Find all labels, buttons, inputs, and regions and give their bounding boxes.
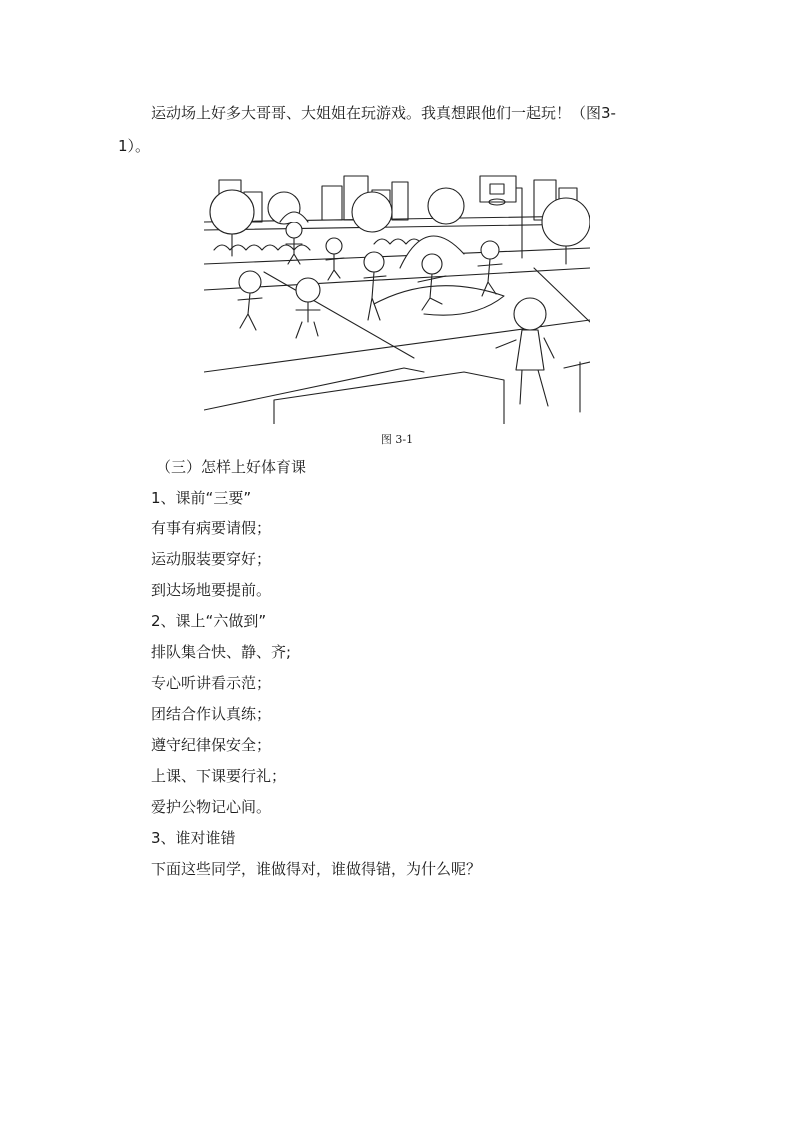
list-item: 专心听讲看示范； [151,674,272,692]
list-item: 爱护公物记心间。 [151,798,272,816]
intro-paragraph: 运动场上好多大哥哥、大姐姐在玩游戏。我真想跟他们一起玩！（图3-1）。 [118,104,616,155]
girl-left [238,271,262,330]
rope-jumpers [400,236,502,310]
list-item: 上课、下课要行礼； [151,767,287,785]
girl-center [296,278,320,338]
section-title: （三）怎样上好体育课 [156,458,307,476]
list-item: 遵守纪律保安全； [151,736,272,754]
child-jumping-1 [280,212,308,264]
pre-class-heading: 1、课前“三要” [151,489,252,507]
list-item: 到达场地要提前。 [151,581,272,599]
tree-right [542,198,590,264]
list-item: 有事有病要请假； [151,519,272,537]
list-item: 运动服装要穿好； [151,550,272,568]
list-item: 排队集合快、静、齐; [151,643,292,661]
girl-skipping [364,252,386,320]
question-text: 下面这些同学，谁做得对，谁做得错，为什么呢？ [151,860,482,878]
in-class-heading: 2、课上“六做到” [151,612,267,630]
boy-pointing [496,298,554,406]
right-wrong-heading: 3、谁对谁错 [151,829,236,847]
figure-caption: 图 3-1 [380,433,414,446]
playground-illustration [204,172,590,424]
list-item: 团结合作认真练； [151,705,272,723]
tree-left [210,190,254,256]
